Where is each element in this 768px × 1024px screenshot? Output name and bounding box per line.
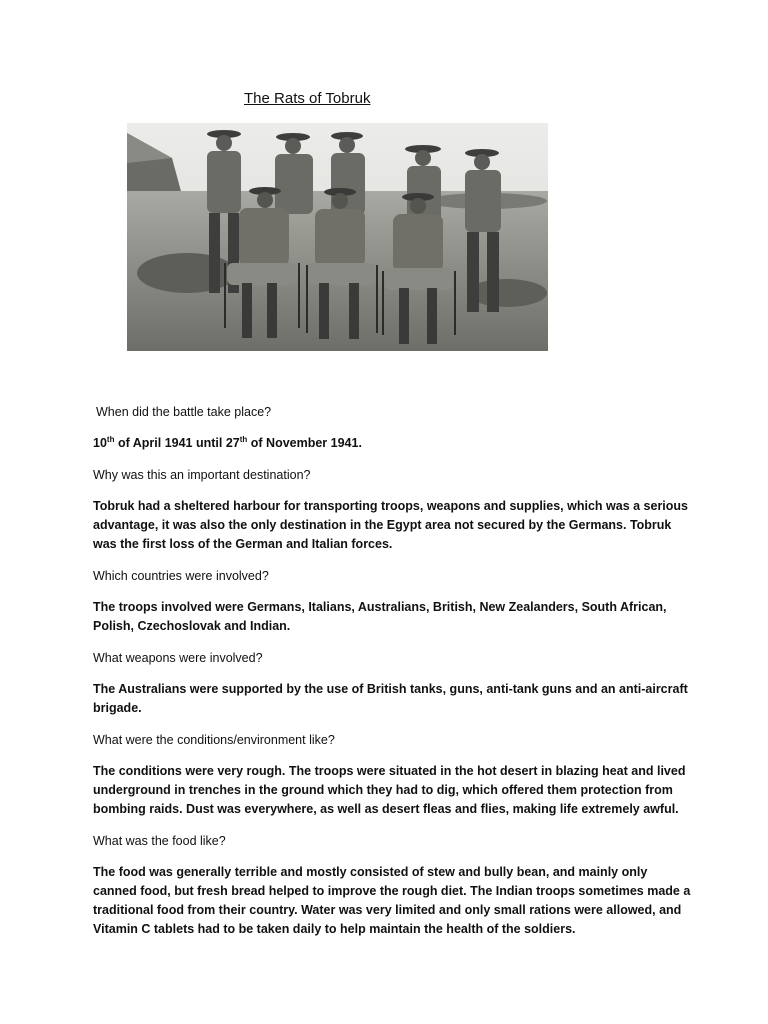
- answer-4: The Australians were supported by the use of British tanks, guns, anti-tank guns and an anti-aircraft brigade.: [93, 682, 688, 715]
- answer-3: The troops involved were Germans, Italians, Australians, British, New Zealanders, South African, Polish, Czechoslovak and Indian.: [93, 600, 667, 633]
- question-2: Why was this an important destination?: [93, 468, 311, 482]
- question-5: What were the conditions/environment like?: [93, 733, 335, 747]
- question-4: What weapons were involved?: [93, 651, 263, 665]
- answer-2: Tobruk had a sheltered harbour for transporting troops, weapons and supplies, which was a serious advantage, it was also the only destination in the Egypt area not secured by the Germans. Tobruk was the first loss of the German and Italian forces.: [93, 499, 689, 551]
- answer-1: 10th of April 1941 until 27th of November 1941.: [93, 434, 362, 450]
- question-1: When did the battle take place?: [96, 405, 272, 419]
- qa-section: [93, 403, 693, 952]
- answer-6: The food was generally terrible and mostly consisted of stew and bully bean, and mainly only canned food, but fresh bread helped to improve the rough diet. The Indian troops sometimes made a traditional food from their country. Water was very limited and only small rations were allowed, and Vitamin C tablets had to be taken daily to help maintain the health of the soldiers.: [93, 865, 691, 936]
- answer-5: The conditions were very rough. The troops were situated in the hot desert in blazing heat and lived underground in trenches in the ground which they had to dig, which offered them protection from bombing raids. Dust was everywhere, as well as desert fleas and flies, making life extremely awful.: [93, 764, 686, 816]
- soldiers-photo: [127, 123, 548, 351]
- question-3: Which countries were involved?: [93, 569, 269, 583]
- page-title: The Rats of Tobruk: [244, 90, 371, 107]
- question-6: What was the food like?: [93, 834, 226, 848]
